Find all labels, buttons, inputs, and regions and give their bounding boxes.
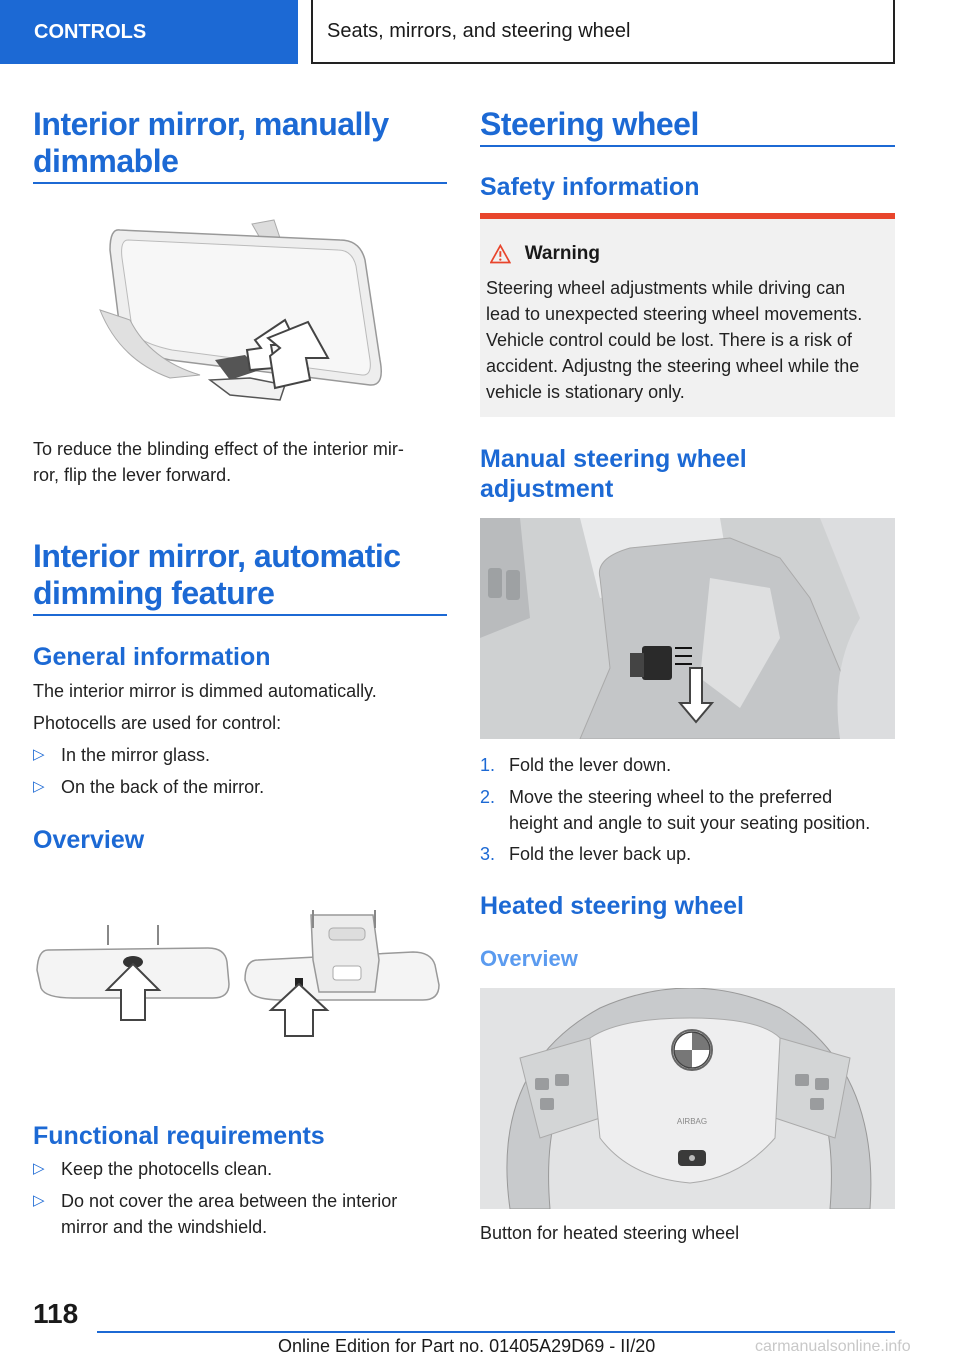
title-rule [480,145,895,147]
general-para-1: The interior mirror is dimmed automatically. [33,681,377,701]
figure-manual-mirror [80,210,400,410]
heading-functional-requirements: Functional requirements [33,1122,325,1150]
heading-heated-steering-wheel: Heated steering wheel [480,892,744,920]
list-item: 1. Fold the lever down. [480,755,672,775]
list-item: ▷ Do not cover the area between the interior mirror and the windshield. [33,1188,447,1240]
list-item: ▷ On the back of the mirror. [33,774,433,800]
title-rule [33,182,447,184]
figure-steering-column [480,518,895,739]
para-reduce-blinding: To reduce the blinding effect of the interior mir‐ ror, flip the lever forward. [33,439,404,485]
warning-triangle-icon [490,244,511,264]
caption-heated-button: Button for heated steering wheel [480,1223,740,1243]
warning-box [480,213,895,417]
title-auto-dimming: Interior mirror, automatic dimming feature [33,538,401,611]
airbag-label: AIRBAG [676,1117,708,1126]
warning-label: Warning [524,243,600,264]
warning-text: Steering wheel adjustments while driving can lead to unexpected steering wheel movements. Vehicle control could be lost. There is a risk of accident. Adjustng the steering wheel while the vehicle is stationary only. [486,278,863,402]
list-item: 2. Move the steering wheel to the preferred height and angle to suit your seating position. [480,787,871,833]
list-item: ▷ Keep the photocells clean. [33,1156,447,1182]
heading-manual-adjustment: Manual steering wheel adjustment [480,445,747,503]
heading-overview: Overview [33,826,145,854]
list-item: 3. Fold the lever back up. [480,844,692,864]
title-manual-mirror: Interior mirror, manually dimmable [33,106,389,179]
heading-general-information: General information [33,643,271,671]
list-item: ▷ In the mirror glass. [33,742,433,768]
figure-steering-wheel [480,988,895,1209]
header-chapter-box [311,0,895,64]
bullet-triangle-icon: ▷ [33,778,45,795]
header-section-tab [0,0,298,64]
general-para-2: Photocells are used for control: [33,713,282,733]
title-rule [33,614,447,616]
footer-rule [97,1331,895,1333]
warning-title [490,239,600,269]
footer-edition: Online Edition for Part no. 01405A29D69 - II/20 [278,1336,656,1356]
title-steering-wheel: Steering wheel [480,106,699,142]
bullet-triangle-icon: ▷ [33,746,45,763]
bullet-triangle-icon: ▷ [33,1160,45,1177]
header-section-label: CONTROLS [34,20,147,43]
heading-safety-information: Safety information [480,173,700,201]
heading-heated-overview: Overview [480,946,578,971]
figure-photocells [33,900,447,1050]
watermark: carmanualsonline.info [755,1338,911,1355]
header-chapter-label: Seats, mirrors, and steering wheel [327,19,631,42]
page-number: 118 [33,1298,79,1329]
bullet-triangle-icon: ▷ [33,1192,45,1209]
